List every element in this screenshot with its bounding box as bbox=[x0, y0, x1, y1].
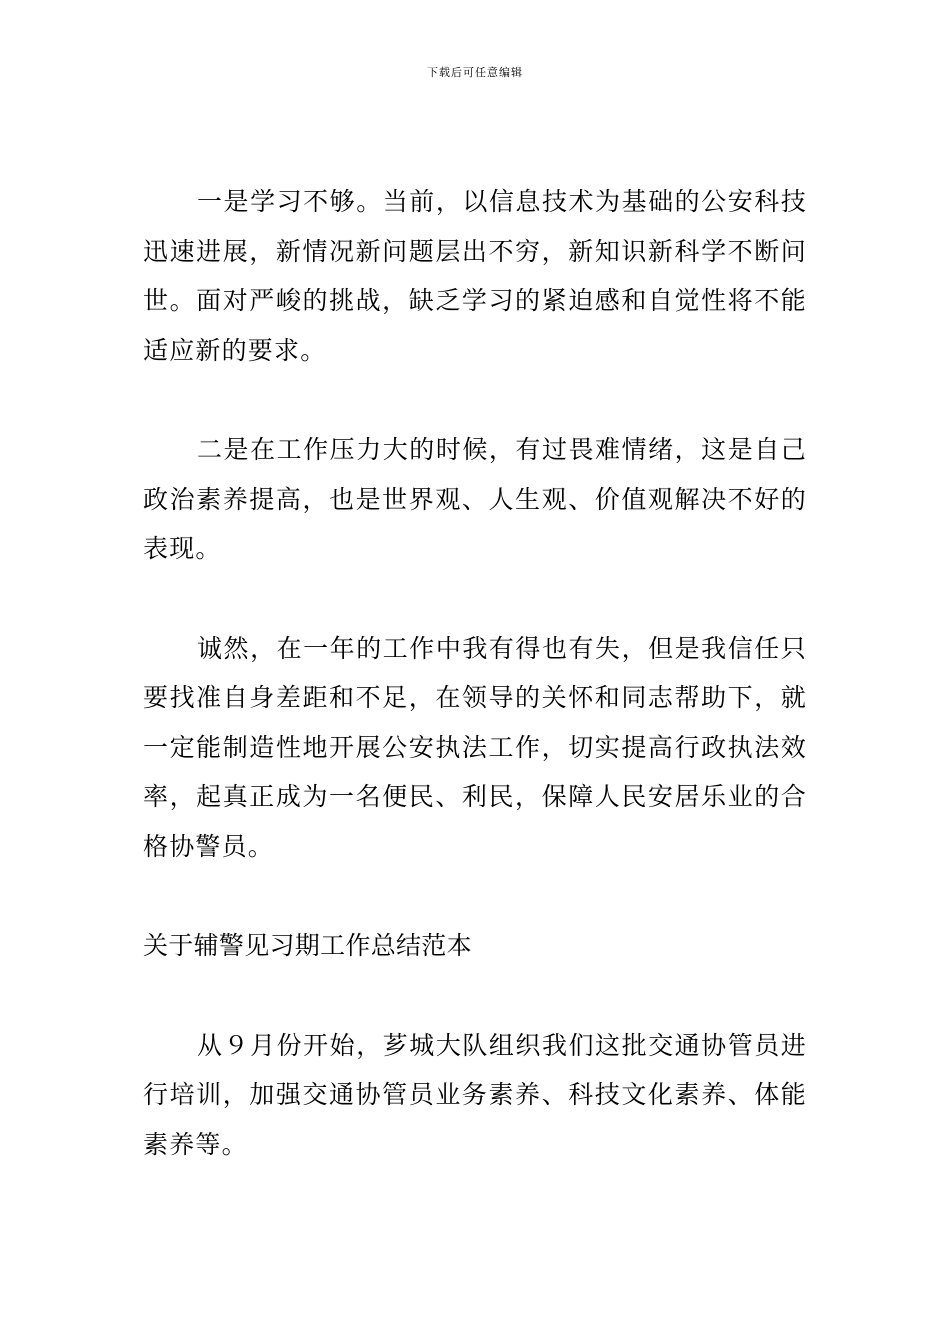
document-body bbox=[143, 177, 807, 1219]
paragraph-training: 从９月份开始，芗城大队组织我们这批交通协管员进行培训，加强交通协管员业务素养、科技文化素养、体能素养等。 bbox=[143, 1030, 807, 1159]
section-title: 关于辅警见习期工作总结范本 bbox=[143, 931, 472, 960]
page-header: 下载后可任意编辑 bbox=[427, 66, 523, 79]
paragraph-learning: 一是学习不够。当前，以信息技术为基础的公安科技迅速进展，新情况新问题层出不穷，新知识新科学不断问世。面对严峻的挑战，缺乏学习的紧迫感和自觉性将不能适应新的要求。 bbox=[143, 187, 807, 365]
paragraph-conclusion: 诚然，在一年的工作中我有得也有失，但是我信任只要找准自身差距和不足，在领导的关怀和同志帮助下，就一定能制造性地开展公安执法工作，切实提高行政执法效率，起真正成为一名便民、利民，保障人民安居乐业的合格协警员。 bbox=[143, 633, 807, 861]
paragraph-pressure: 二是在工作压力大的时候，有过畏难情绪，这是自己政治素养提高，也是世界观、人生观、价值观解决不好的表现。 bbox=[143, 435, 807, 563]
